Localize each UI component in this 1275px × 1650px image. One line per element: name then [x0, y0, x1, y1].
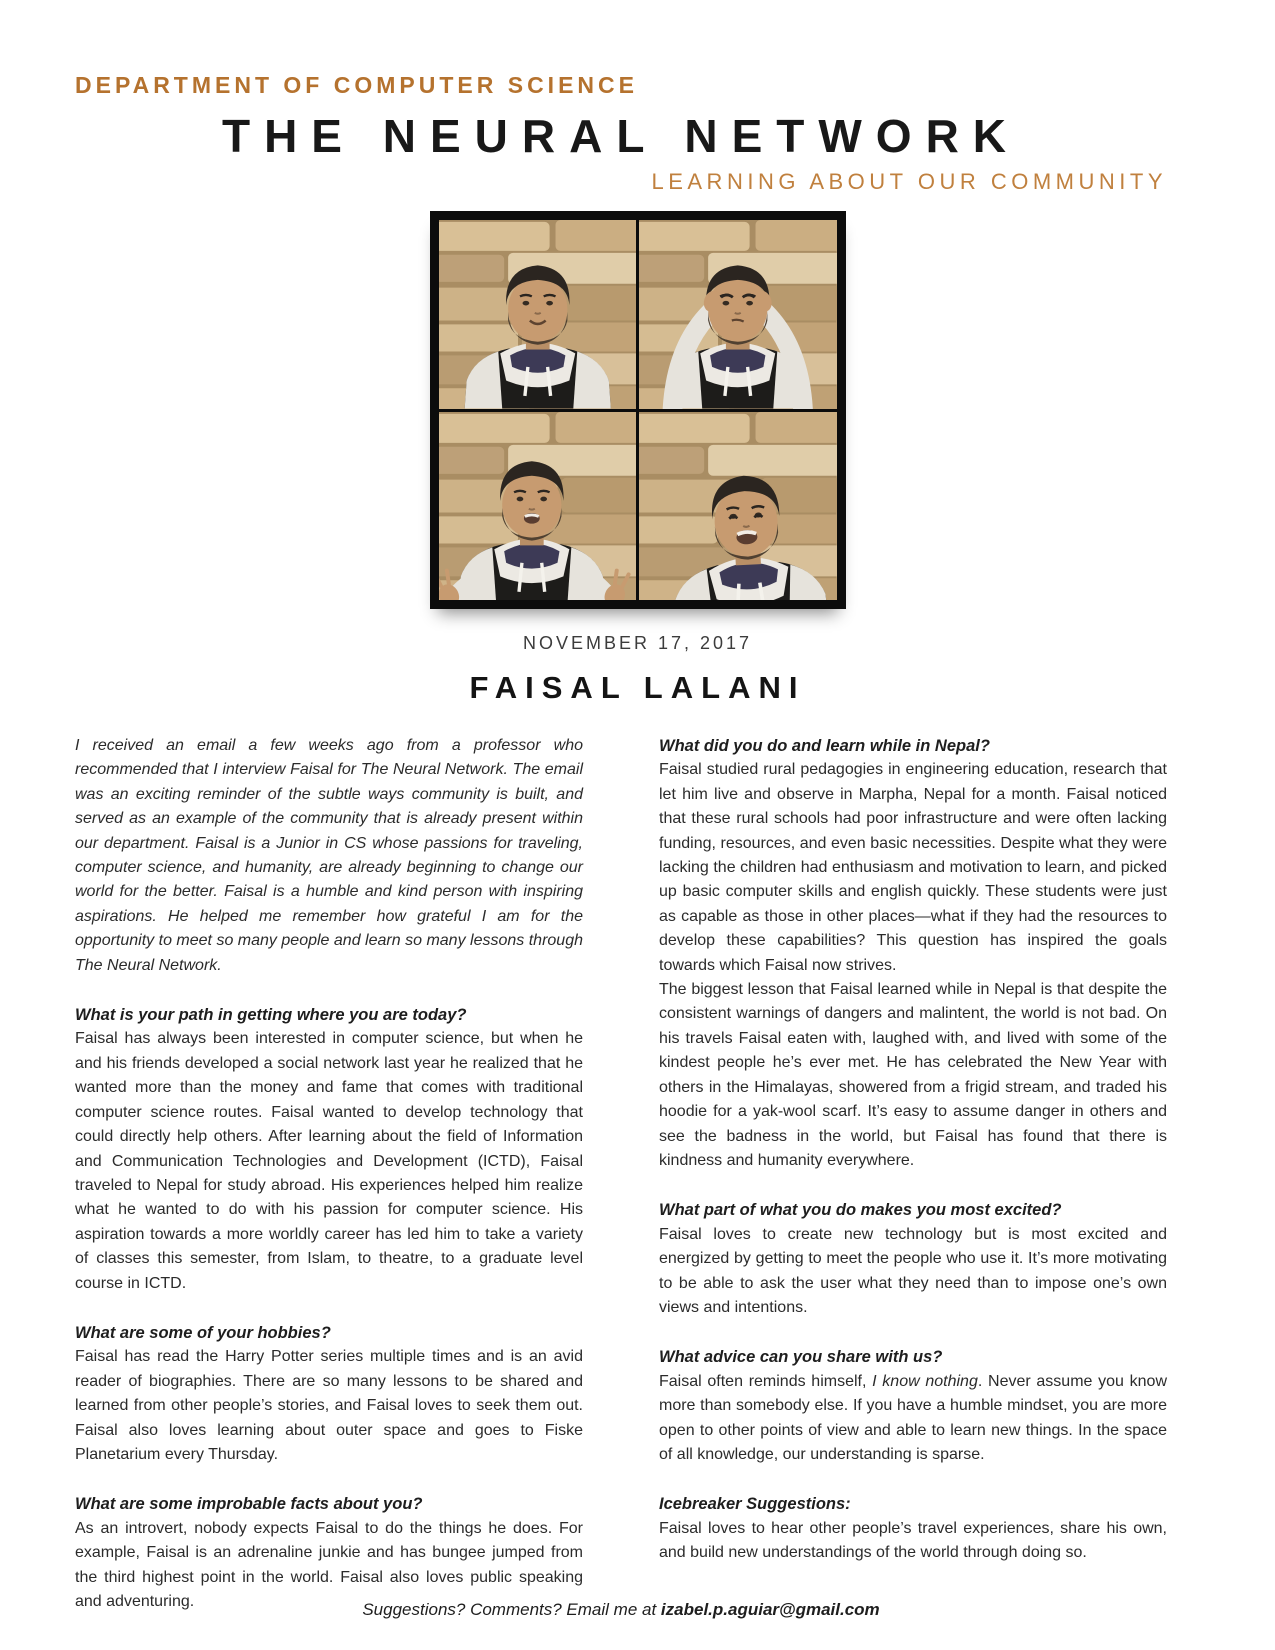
answer-paragraph: The biggest lesson that Faisal learned while in Nepal is that despite the consistent warnings of dangers and malintent, the world is not bad. On his travels Faisal eaten with, laughed with, and lived with some of the kindest people he’s ever met. He has celebrated the New Year with others in the Himalayas, showered from a frigid stream, and traded his hoodie for a yak-wool scarf. It’s easy to assume danger in others and see the badness in the world, but Faisal has found that there is kindness and humanity everywhere.: [659, 981, 1167, 1169]
answer-paragraph: Faisal has always been interested in computer science, but when he and his friends developed a social network last year he realized that he wanted more than the money and fame that comes with traditional computer science routes. Faisal wanted to develop technology that could directly help others. After learning about the field of Information and Communication Technologies and Development (ICTD), Faisal traveled to Nepal for study abroad. His experiences helped him realize what he wanted to do with his passion for computer science. His aspiration towards a more worldly career has led him to take a variety of classes this semester, from Islam, to theatre, to a graduate level course in ICTD.: [75, 1030, 583, 1292]
answer-paragraph: [659, 1370, 1167, 1468]
question-heading: What is your path in getting where you are today?: [75, 1006, 467, 1025]
issue-date: NOVEMBER 17, 2017: [522, 633, 753, 653]
footer-prompt: Suggestions? Comments? Email me at: [362, 1600, 661, 1619]
question-heading: Icebreaker Suggestions:: [659, 1495, 851, 1514]
left-column: [75, 734, 583, 1614]
qa-section-improbable-facts: [75, 1492, 583, 1614]
answer-paragraph: As an introvert, nobody expects Faisal to do the things he does. For example, Faisal is an adrenaline junkie and has bungee jumped from the third highest point in the world. Faisal also loves public speaking and adventuring.: [75, 1519, 583, 1610]
portrait-collage: [430, 211, 846, 609]
newsletter-title: THE NEURAL NETWORK: [221, 110, 1021, 162]
masthead: [0, 0, 1275, 195]
contact-email: izabel.p.aguiar@gmail.com: [660, 1600, 880, 1619]
answer-text: Faisal often reminds himself,: [659, 1372, 873, 1390]
question-heading: What are some of your hobbies?: [75, 1323, 331, 1342]
qa-section-path: [75, 1003, 583, 1296]
qa-section-icebreaker: [659, 1492, 1167, 1565]
portrait-pose-smile: [439, 220, 637, 409]
qa-section-advice: [659, 1345, 1167, 1467]
answer-text: . Never assume you know more than somebody else. If you have a humble mindset, you are more open to other points of view and able to learn new things. In the space of all knowledge, our understanding is sparse.: [659, 1372, 1167, 1463]
answer-paragraph: Faisal loves to hear other people’s travel experiences, share his own, and build new understandings of the world through doing so.: [659, 1519, 1167, 1562]
question-heading: What are some improbable facts about you?: [75, 1495, 423, 1514]
intro-paragraph: I received an email a few weeks ago from a professor who recommended that I interview Faisal for The Neural Network. The email was an exciting reminder of the subtle ways community is built, and served as an example of the community that is already present within our department. Faisal is a Junior in CS whose passions for traveling, computer science, and humanity, are already beginning to change our world for the better. Faisal is a humble and kind person with inspiring aspirations. He helped me remember how grateful I am for the opportunity to meet so many people and learn so many lessons through The Neural Network.: [75, 737, 583, 974]
qa-section-excited: [659, 1198, 1167, 1320]
qa-section-hobbies: [75, 1321, 583, 1467]
answer-paragraph: Faisal loves to create new technology but is most excited and energized by getting to meet the people who use it. It’s more motivating to be able to ask the user what they need than to impose one’s own views and intentions.: [659, 1225, 1167, 1316]
portrait-pose-shrug: [439, 412, 637, 601]
qa-section-nepal: [659, 734, 1167, 1173]
portrait-pose-thinking: [639, 220, 837, 409]
question-heading: What part of what you do makes you most excited?: [659, 1201, 1062, 1220]
department-kicker: DEPARTMENT OF COMPUTER SCIENCE: [75, 72, 638, 98]
question-heading: What did you do and learn while in Nepal?: [659, 737, 990, 755]
portrait-pose-laugh: [639, 412, 837, 601]
newsletter-tagline: LEARNING ABOUT OUR COMMUNITY: [651, 169, 1167, 194]
answer-emphasis: I know nothing: [872, 1372, 978, 1390]
answer-paragraph: Faisal studied rural pedagogies in engineering education, research that let him live and observe in Marpha, Nepal for a month. Faisal noticed that these rural schools had poor infrastructure and were often lacking funding, resources, and even basic necessities. Despite what they were lacking the children had enthusiasm and motivation to learn, and picked up basic computer skills and english quickly. These students were just as capable as those in other places—what if they had the resources to develop these capabilities? This question has inspired the goals towards which Faisal now strives.: [659, 761, 1167, 974]
right-column: [659, 734, 1167, 1614]
answer-paragraph: Faisal has read the Harry Potter series multiple times and is an avid reader of biographies. There are so many lessons to be shared and learned from other people’s stories, and Faisal loves to seek them out. Faisal also loves learning about outer space and goes to Fiske Planetarium every Thursday.: [75, 1348, 583, 1463]
subject-name: FAISAL LALANI: [469, 670, 806, 705]
question-heading: What advice can you share with us?: [659, 1348, 943, 1367]
article-body: [0, 706, 1275, 1614]
footer-contact: [75, 1600, 1167, 1620]
